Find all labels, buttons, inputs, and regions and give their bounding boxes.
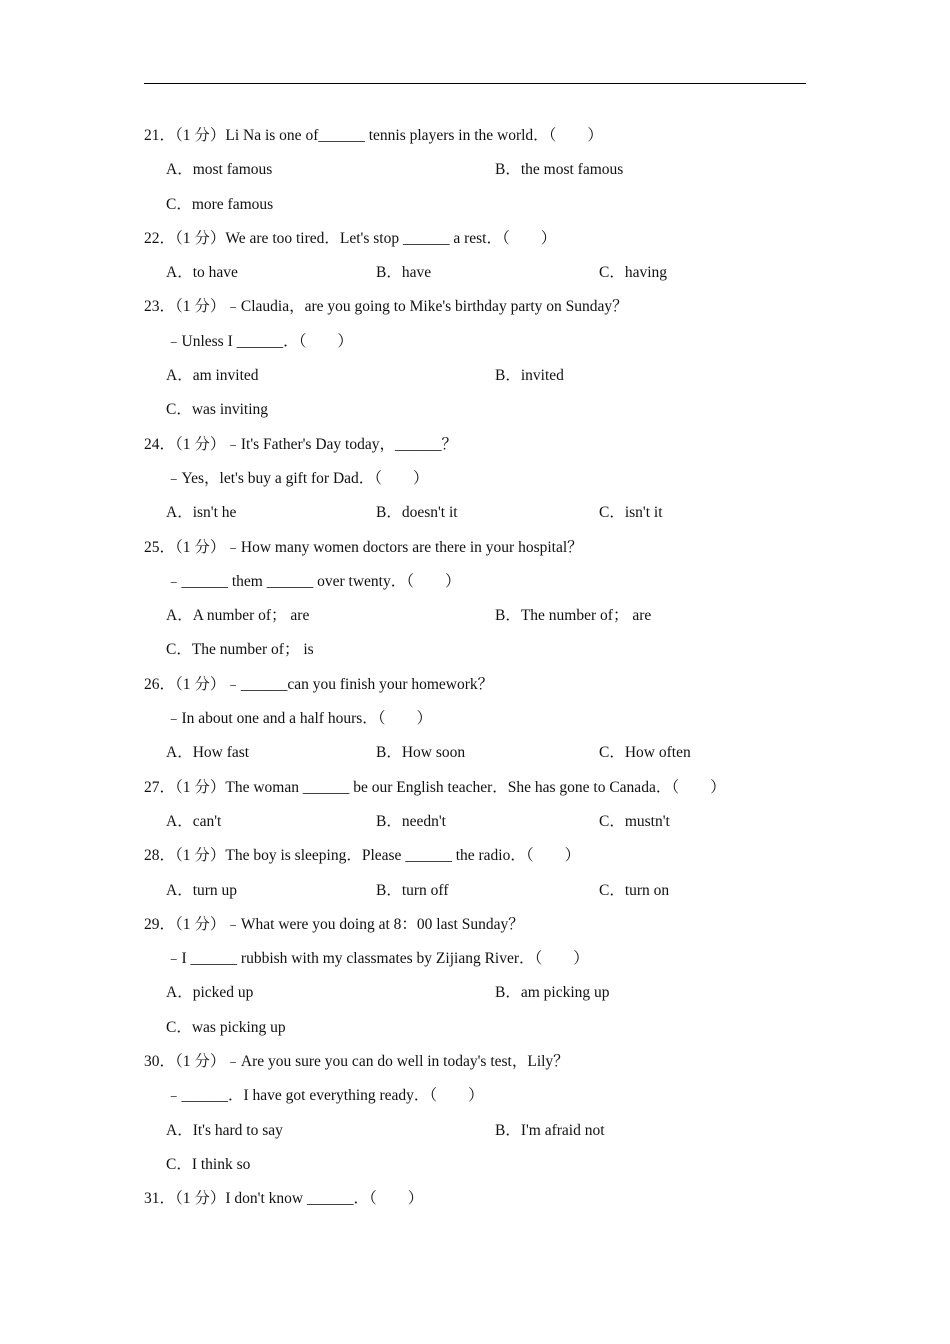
question-23-option-a[interactable]: A．am invited: [166, 367, 259, 385]
question-23-options-row-1: [144, 359, 806, 393]
question-22-option-c[interactable]: C．having: [599, 264, 668, 282]
question-26-option-a[interactable]: A．How fast: [166, 744, 250, 762]
question-25-option-b[interactable]: B．The number of； are: [495, 607, 652, 625]
question-21-option-c[interactable]: C．more famous: [166, 195, 274, 213]
question-25-options-row-2: [144, 633, 806, 667]
question-21-options-row-1: [144, 153, 806, 187]
question-22-option-b[interactable]: B．have: [376, 264, 432, 282]
question-22-options-row: [144, 256, 806, 290]
question-23-stem: 23．（1 分）﹣Claudia，are you going to Mike's birthday party on Sunday？: [144, 298, 628, 316]
question-22-stem: 22．（1 分）We are too tired．Let's stop ______ a rest．（ ）: [144, 229, 557, 247]
question-24-option-c[interactable]: C．isn't it: [599, 504, 663, 522]
question-30-stem: 30．（1 分）﹣Are you sure you can do well in today's test，Lily？: [144, 1053, 569, 1071]
question-30-options-row-1: [144, 1114, 806, 1148]
question-23-options-row-2: [144, 393, 806, 427]
question-24-sub: ﹣Yes，let's buy a gift for Dad．（ ）: [166, 469, 429, 487]
question-30-option-b[interactable]: B．I'm afraid not: [495, 1121, 605, 1139]
question-25-option-c[interactable]: C．The number of； is: [166, 641, 314, 659]
question-27-option-b[interactable]: B．needn't: [376, 812, 446, 830]
question-26-option-c[interactable]: C．How often: [599, 744, 691, 762]
question-25-options-row-1: [144, 599, 806, 633]
question-28-option-c[interactable]: C．turn on: [599, 881, 670, 899]
question-24-option-b[interactable]: B．doesn't it: [376, 504, 458, 522]
question-27-options-row: [144, 805, 806, 839]
question-29-option-b[interactable]: B．am picking up: [495, 984, 610, 1002]
question-21-option-a[interactable]: A．most famous: [166, 161, 273, 179]
question-27-option-c[interactable]: C．mustn't: [599, 812, 670, 830]
question-21-options-row-2: [144, 188, 806, 222]
question-23-sub: ﹣Unless I ______．（ ）: [166, 332, 353, 350]
question-31-stem: 31．（1 分）I don't know ______．（ ）: [144, 1190, 424, 1208]
question-23-option-b[interactable]: B．invited: [495, 367, 564, 385]
question-30-sub: ﹣______．I have got everything ready．（ ）: [166, 1087, 484, 1105]
question-28-option-a[interactable]: A．turn up: [166, 881, 238, 899]
question-29-stem: 29．（1 分）﹣What were you doing at 8：00 last Sunday？: [144, 915, 524, 933]
question-29-options-row-1: [144, 976, 806, 1010]
question-29-option-a[interactable]: A．picked up: [166, 984, 254, 1002]
question-29-option-c[interactable]: C．was picking up: [166, 1018, 286, 1036]
question-28-stem: 28．（1 分）The boy is sleeping．Please ______ the radio．（ ）: [144, 847, 581, 865]
question-26-sub: ﹣In about one and a half hours．（ ）: [166, 710, 433, 728]
question-25-stem: 25．（1 分）﹣How many women doctors are there in your hospital？: [144, 538, 583, 556]
question-25-sub: ﹣______ them ______ over twenty．（ ）: [166, 572, 461, 590]
question-30-option-a[interactable]: A．It's hard to say: [166, 1121, 283, 1139]
question-28-options-row: [144, 874, 806, 908]
question-24-options-row: [144, 496, 806, 530]
question-28-option-b[interactable]: B．turn off: [376, 881, 449, 899]
question-29-sub: ﹣I ______ rubbish with my classmates by Zijiang River．（ ）: [166, 950, 589, 968]
question-25-option-a[interactable]: A．A number of； are: [166, 607, 310, 625]
header-rule: [144, 83, 806, 84]
question-list: [144, 119, 806, 1217]
question-22-option-a[interactable]: A．to have: [166, 264, 238, 282]
question-21-option-b[interactable]: B．the most famous: [495, 161, 624, 179]
question-24-option-a[interactable]: A．isn't he: [166, 504, 237, 522]
question-29-options-row-2: [144, 1011, 806, 1045]
question-27-stem: 27．（1 分）The woman ______ be our English teacher．She has gone to Canada．（ ）: [144, 778, 726, 796]
question-30-options-row-2: [144, 1148, 806, 1182]
question-26-options-row: [144, 736, 806, 770]
question-24-stem: 24．（1 分）﹣It's Father's Day today，______？: [144, 435, 457, 453]
question-30-option-c[interactable]: C．I think so: [166, 1155, 251, 1173]
question-27-option-a[interactable]: A．can't: [166, 812, 222, 830]
question-21-stem: 21．（1 分）Li Na is one of______ tennis players in the world．（ ）: [144, 127, 603, 144]
question-26-option-b[interactable]: B．How soon: [376, 744, 466, 762]
question-23-option-c[interactable]: C．was inviting: [166, 401, 269, 419]
question-26-stem: 26．（1 分）﹣______can you finish your homework？: [144, 675, 494, 693]
